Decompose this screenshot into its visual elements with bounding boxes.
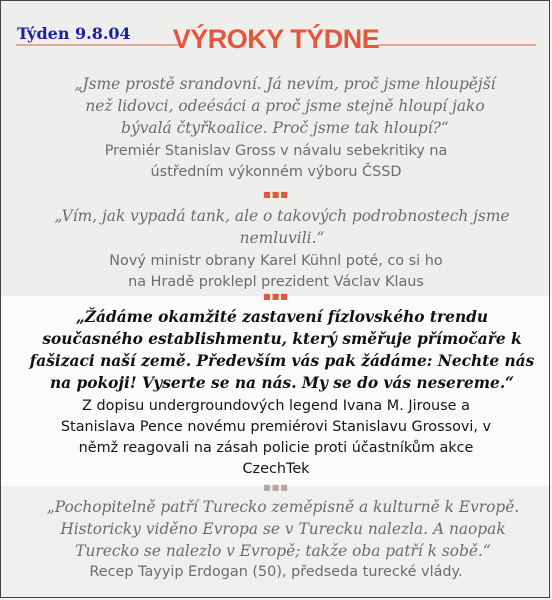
separator-dots: ■■■ <box>263 292 289 301</box>
page-title: VÝROKY TÝDNE <box>172 24 380 54</box>
quote-item-gross <box>0 73 552 183</box>
quote-text: „Vím, jak vypadá tank, ale o takových podrobnostech jsme nemluvili.“ <box>54 207 510 247</box>
separator-dots: ■■■ <box>263 483 289 492</box>
quote-attribution: Z dopisu undergroundových legend Ivana M. Jirouse a Stanislava Pence novému premiérovi Stanislavu Grossovi, v němž reagovali na zásah policie proti účastníkům akce CzechTek <box>60 398 492 477</box>
quote-item-kuhnl <box>0 205 552 293</box>
quote-text: „Pochopitelně patří Turecko zeměpisně a kulturně k Evropě. Historicky viděno Evropa se v Turecku nalezla. A naopak Turecko se nalezlo v Evropě; takže oba patří k sobě.“ <box>46 498 520 560</box>
quote-text: „Žádáme okamžité zastavení fízlovského trendu současného establishmentu, který směřuje přímočaře k fašizaci naší země. Především vás pak žádáme: Nechte nás na pokoji! Vyserte se na nás. My se do vás nesereme.“ <box>29 308 535 392</box>
separator-dots: ■■■ <box>263 190 289 199</box>
quote-attribution: Recep Tayyip Erdogan (50), předseda turecké vlády. <box>89 564 463 580</box>
source-label: Týden 9.8.04 <box>17 24 131 43</box>
quote-item-jirous <box>0 306 552 480</box>
quote-attribution: Nový ministr obrany Karel Kühnl poté, co si ho na Hradě proklepl prezident Václav Klaus <box>109 253 443 290</box>
quote-item-erdogan <box>0 496 552 583</box>
quote-attribution: Premiér Stanislav Gross v návalu sebekritiky na ústředním výkonném výboru ČSSD <box>104 143 448 180</box>
quote-text: „Jsme prostě srandovní. Já nevím, proč jsme hloupější než lidovci, odeésáci a proč jsme stejně hloupí jako bývalá čtyřkoalice. Proč jsme tak hloupí?“ <box>74 75 496 137</box>
